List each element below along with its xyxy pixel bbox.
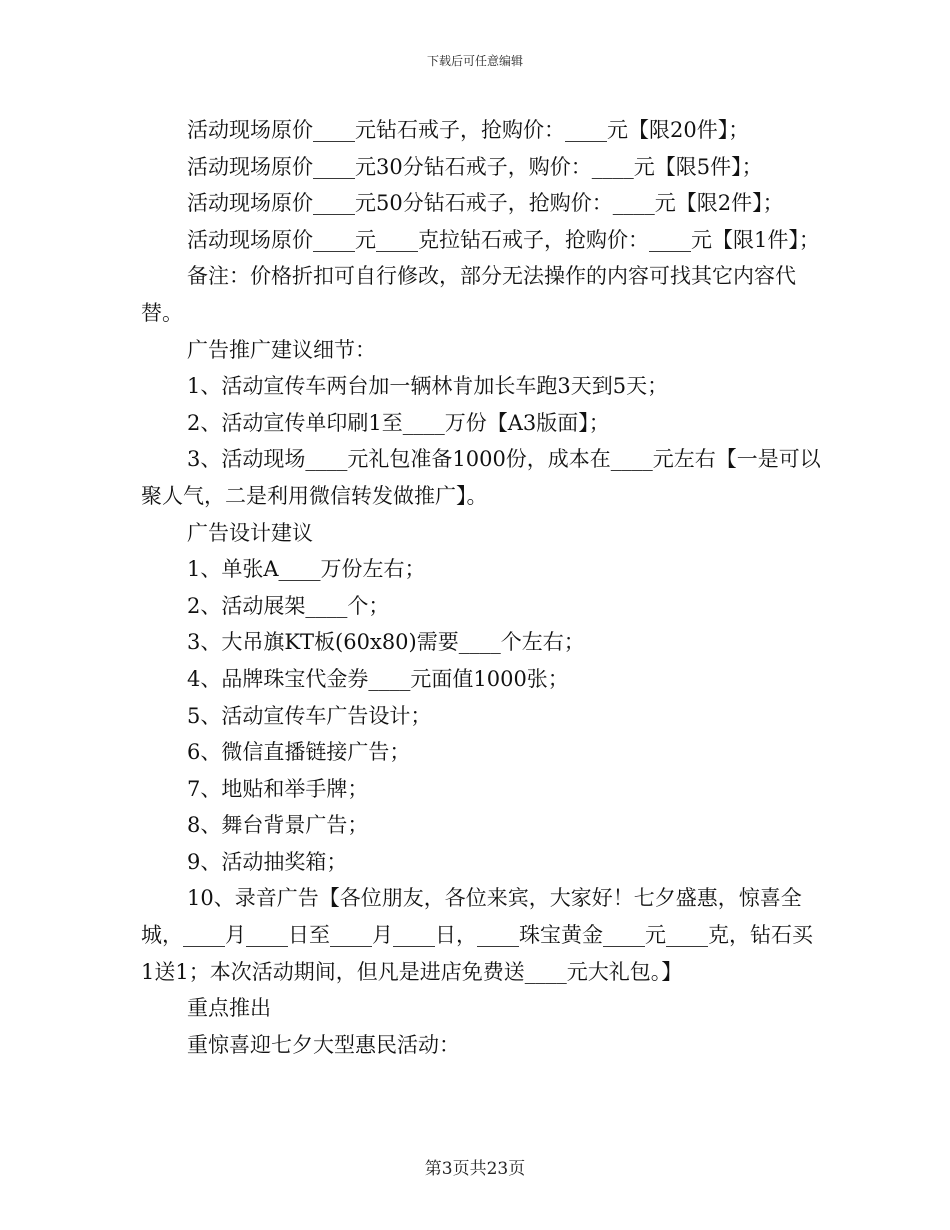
- page-footer: 第3页共23页: [424, 1159, 526, 1179]
- list-item: 1、活动宣传车两台加一辆林肯加长车跑3天到5天；: [187, 374, 669, 399]
- paragraph: 活动现场原价____元____克拉钻石戒子，抢购价：____元【限1件】；: [187, 227, 820, 252]
- list-item: 2、活动展架____个；: [187, 593, 390, 618]
- paragraph: 活动现场原价____元钻石戒子，抢购价：____元【限20件】；: [187, 118, 750, 142]
- list-item: 6、微信直播链接广告；: [187, 740, 411, 765]
- document-body: [141, 112, 821, 1063]
- list-item: 8、舞台背景广告；: [187, 813, 369, 838]
- list-item: 7、地贴和举手牌；: [187, 776, 369, 801]
- paragraph: 备注：价格折扣可自行修改，部分无法操作的内容可找其它内容代替。: [141, 264, 796, 325]
- list-item: 4、品牌珠宝代金券____元面值1000张；: [187, 666, 569, 691]
- list-item: 9、活动抽奖箱；: [187, 849, 348, 874]
- section-heading: 广告推广建议细节：: [187, 337, 376, 362]
- paragraph: 重惊喜迎七夕大型惠民活动：: [187, 1032, 460, 1057]
- section-heading: 重点推出: [187, 996, 271, 1021]
- list-item: 3、大吊旗KT板(60x80)需要____个左右；: [187, 630, 585, 655]
- list-item: 1、单张A____万份左右；: [187, 557, 426, 582]
- list-item: 10、录音广告【各位朋友，各位来宾，大家好！七夕盛惠，惊喜全城，____月____日至____月____日，____珠宝黄金____元____克，钻石买1送1；本次活动期间，但凡是进店免费送____元大礼包。】: [141, 886, 813, 984]
- list-item: 2、活动宣传单印刷1至____万份【A3版面】；: [187, 410, 610, 435]
- paragraph: 活动现场原价____元30分钻石戒子，购价：____元【限5件】；: [187, 154, 763, 179]
- list-item: 3、活动现场____元礼包准备1000份，成本在____元左右【一是可以聚人气，二是利用微信转发做推广】。: [141, 447, 821, 508]
- section-heading: 广告设计建议: [187, 520, 313, 545]
- list-item: 5、活动宣传车广告设计；: [187, 703, 432, 728]
- paragraph: 活动现场原价____元50分钻石戒子，抢购价：____元【限2件】；: [187, 191, 784, 216]
- page-header: 下载后可任意编辑: [426, 54, 523, 68]
